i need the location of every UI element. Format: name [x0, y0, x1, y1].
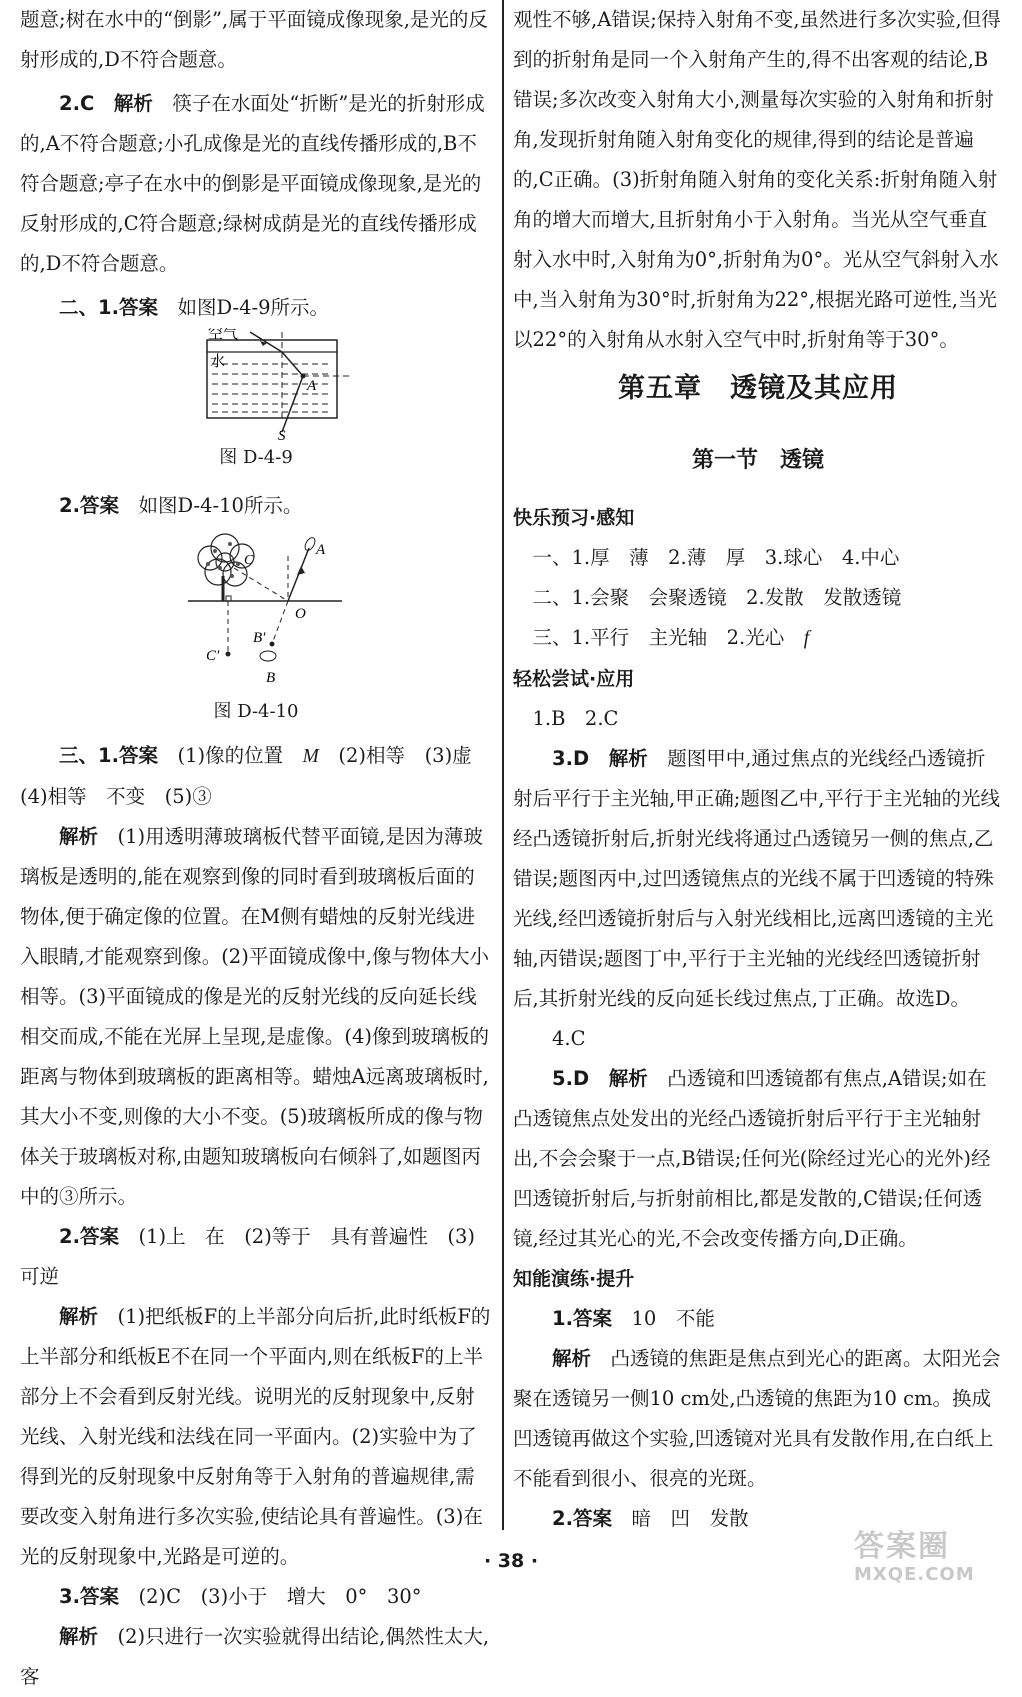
- practice-question-2: 2.答案 暗 凹 发散: [552, 1507, 749, 1530]
- paragraph: 题意;树在水中的“倒影”,属于平面镜成像现象,是光的反射形成的,D不符合题意。: [20, 8, 488, 71]
- analysis: 解析 (1)用透明薄玻璃板代替平面镜,是因为薄玻璃板是透明的,能在观察到像的同时看到玻璃板后面的物体,便于确定像的位置。在M侧有蜡烛的反射光线进入眼睛,才能观察到像。(2)平面镜成像中,像与物体大小相等。(3)平面镜成的像是光的反射光线的反向延长线相交而成,不能在光屏上呈现,是虚像。(4)像到玻璃板的距离与物体到玻璃板的距离相等。蜡烛A远离玻璃板时,其大小不变,则像的大小不变。(5)玻璃板所成的像与物体关于玻璃板对称,由题知玻璃板向右倾斜了,如题图丙中的③所示。: [20, 825, 490, 1208]
- subsection-heading: 轻松尝试·应用: [513, 668, 635, 690]
- analysis: 解析 (1)把纸板F的上半部分向后折,此时纸板F的上半部分和纸板E不在同一个平面内,则在纸板F的上半部分上不会看到反射光线。说明光的反射现象中,反射光线、入射光线和法线在同一平面内。(2)实验中为了得到光的反射现象中反射角等于入射角的普遍规律,需要改变入射角进行多次实验,使结论具有普遍性。(3)在光的反射现象中,光路是可逆的。: [20, 1305, 491, 1568]
- column-divider: [502, 0, 504, 1530]
- chapter-title: 第五章 透镜及其应用: [618, 373, 898, 404]
- point-b-label: B: [266, 670, 276, 686]
- point-a-label: A: [307, 378, 317, 394]
- point-s-label: S: [278, 428, 286, 440]
- right-column: [513, 0, 1003, 1539]
- answer-line: 三、1.平行 主光轴 2.光心 f: [532, 626, 810, 649]
- paragraph: 观性不够,A错误;保持入射角不变,虽然进行多次实验,但得到的折射角是同一个入射角产生的,得不出客观的结论,B错误;多次改变入射角大小,测量每次实验的入射角和折射角,发现折射角随入射角变化的规律,得到的结论是普遍的,C正确。(3)折射角随入射角的变化关系:折射角随入射角的增大而增大,且折射角小于入射角。当光从空气垂直射入水中时,入射角为0°,折射角为0°。光从空气斜射入水中,当入射角为30°时,折射角为22°,根据光路可逆性,当光以22°的入射角从水射入空气中时,折射角等于30°。: [513, 8, 1001, 351]
- figure-d-4-10: [20, 526, 492, 694]
- page-number: · 38 ·: [483, 1550, 539, 1572]
- point-c1-label: C′: [206, 648, 220, 664]
- air-label: 空气: [208, 328, 239, 342]
- answer-line: 1.B 2.C: [532, 707, 619, 730]
- reflection-diagram: [20, 526, 492, 694]
- refraction-diagram: [20, 328, 492, 440]
- question-5: 5.D 解析 凸透镜和凹透镜都有焦点,A错误;如在凸透镜焦点处发出的光经凸透镜折射后平行于主光轴射出,不会会聚于一点,B错误;任何光(除经过光心的光外)经凹透镜折射后,与折射前相比,都是发散的,C错误;任何透镜,经过其光心的光,不会改变传播方向,D正确。: [513, 1067, 991, 1250]
- question-2: 2.C 解析 筷子在水面处“折断”是光的折射形成的,A不符合题意;小孔成像是光的直线传播形成的,B不符合题意;亭子在水中的倒影是平面镜成像现象,是光的反射形成的,C符合题意;绿树成荫是光的直线传播形成的,D不符合题意。: [20, 92, 485, 275]
- figure-caption: 图 D-4-10: [213, 701, 299, 722]
- subsection-heading: 知能演练·提升: [513, 1268, 635, 1290]
- section3-question-1: 三、1.答案 (1)像的位置 M (2)相等 (3)虚: [59, 744, 472, 767]
- point-o-label: O: [295, 606, 306, 622]
- section2-question-1: 二、1.答案 如图D-4-9所示。: [59, 296, 330, 319]
- answer-line: 一、1.厚 薄 2.薄 厚 3.球心 4.中心: [532, 546, 900, 569]
- section2-question-2: 2.答案 如图D-4-10所示。: [59, 494, 303, 517]
- subsection-heading: 快乐预习·感知: [513, 507, 635, 529]
- analysis: 解析 凸透镜的焦距是焦点到光心的距离。太阳光会聚在透镜另一侧10 cm处,凸透镜的焦距为10 cm。换成凹透镜再做这个实验,凹透镜对光具有发散作用,在白纸上不能看到很小、很亮的光斑。: [513, 1347, 1001, 1490]
- figure-d-4-9: [20, 328, 492, 440]
- water-label: 水: [210, 352, 226, 370]
- point-b1-label: B′: [253, 630, 266, 646]
- section3-question-2: 2.答案 (1)上 在 (2)等于 具有普遍性 (3)可逆: [20, 1225, 475, 1288]
- figure-caption: 图 D-4-9: [219, 447, 293, 468]
- answer-line: (4)相等 不变 (5)③: [20, 785, 212, 808]
- question-4: 4.C: [552, 1027, 586, 1050]
- watermark-logo: 答案圈 MXQE.COM: [854, 1529, 975, 1585]
- point-a-label: A: [316, 542, 326, 558]
- practice-question-1: 1.答案 10 不能: [552, 1307, 715, 1330]
- analysis: 解析 (2)只进行一次实验就得出结论,偶然性太大,客: [20, 1625, 490, 1688]
- section-title: 第一节 透镜: [691, 448, 824, 473]
- question-3: 3.D 解析 题图甲中,通过焦点的光线经凸透镜折射后平行于主光轴,甲正确;题图乙中,平行于主光轴的光线经凸透镜折射后,折射光线将通过凸透镜另一侧的焦点,乙错误;题图丙中,过凹透镜焦点的光线不属于凹透镜的特殊光线,经凹透镜折射后与入射光线相比,远离凹透镜的主光轴,丙错误;题图丁中,平行于主光轴的光线经凹透镜折射后,其折射光线的反向延长线过焦点,丁正确。故选D。: [513, 747, 1000, 1010]
- left-column: [20, 0, 492, 1697]
- point-c-label: C: [244, 553, 254, 568]
- section3-question-3: 3.答案 (2)C (3)小于 增大 0° 30°: [59, 1585, 422, 1608]
- answer-line: 二、1.会聚 会聚透镜 2.发散 发散透镜: [532, 586, 902, 609]
